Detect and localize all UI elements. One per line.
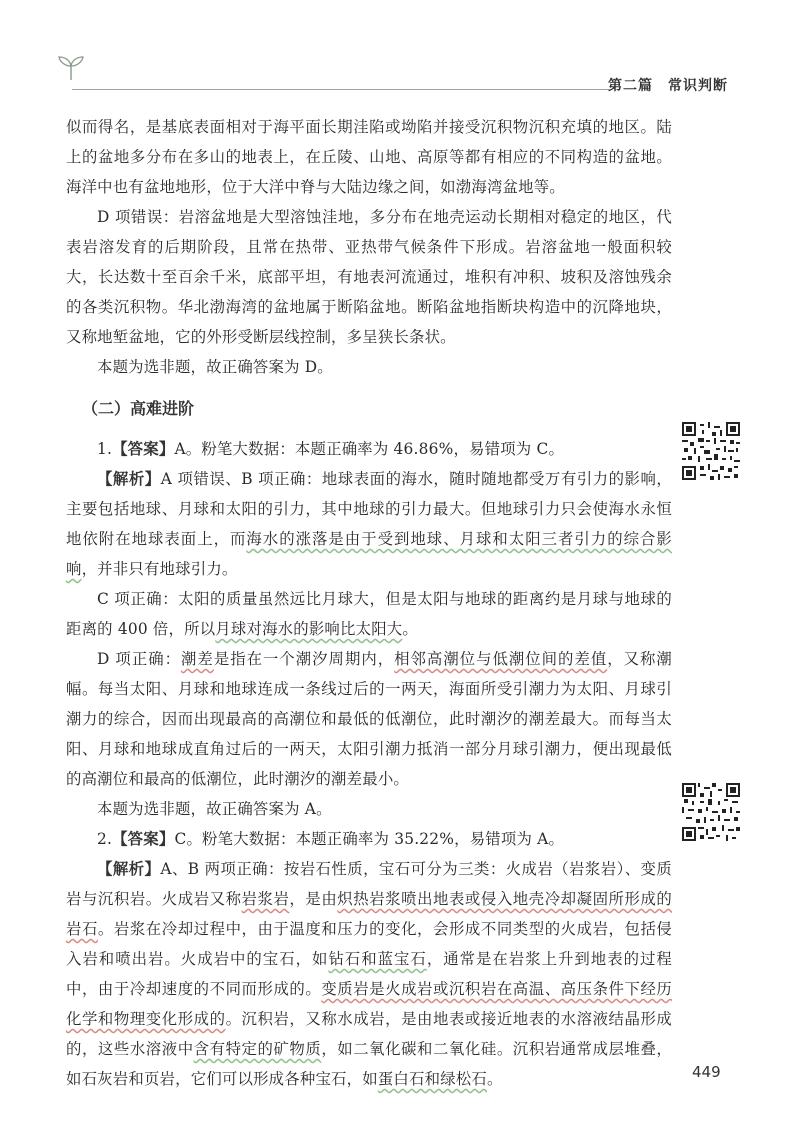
- q1-d-text-3: ，又称潮幅。每当太阳、月球和地球连成一条线过后的一两天，海面所受引潮力为太阳、月球引潮力的综合，因而出现最高的高潮位和最低的低潮位，此时潮汐的潮差最大。而每当太阳、月球和地球成直角过后的一两天，太阳引潮力抵消一部分月球引潮力，便出现最低的高潮位和最高的低潮位，此时潮汐的潮差最小。: [66, 650, 673, 788]
- q2-highlight-3: 钻石和蓝宝石: [328, 950, 427, 968]
- q1-analysis-text: A 项错误、B 项正确：地球表面的海水，随时随地都受万有引力的影响，主要包括地球、月球和太阳的引力，其中地球的引力最大。但地球引力只会使海水永恒地依附在地球表面上，而: [66, 470, 672, 548]
- paragraph-continuation: 似而得名，是基底表面相对于海平面长期洼陷或坳陷并接受沉积物沉积充填的地区。陆上的盆地多分布在多山的地表上，在丘陵、山地、高原等都有相应的不同构造的盆地。海洋中也有盆地地形，位于大洋中脊与大陆边缘之间，如渤海湾盆地等。: [66, 118, 672, 196]
- q2-answer-text: C。粉笔大数据：本题正确率为 35.22%，易错项为 A。: [174, 830, 565, 848]
- q2-highlight-4: 变质岩是火成岩或沉积岩在高温、高压条件下经历化学和物理变化形成的: [66, 980, 672, 1028]
- q2-text-2: ，是由: [289, 890, 338, 908]
- q2-text-4: ，通常是在岩浆上升到地表的过程中，由于冷却速度的不同而形成的。: [66, 950, 672, 998]
- page-number: 449: [692, 1063, 721, 1081]
- paragraph-conclusion: 本题为选非题，故正确答案为 D。: [97, 358, 333, 376]
- q1-conclusion: 本题为选非题，故正确答案为 A。: [97, 800, 332, 818]
- q1-d-text-1: D 项正确：: [97, 650, 182, 668]
- q2-analysis-tag: 【解析】: [97, 860, 161, 878]
- page-content: [66, 112, 672, 1094]
- q1-number: 1.: [97, 440, 113, 458]
- sprout-leaf-icon: [56, 54, 86, 82]
- q1-analysis-end: ，并非只有地球引力。: [81, 560, 238, 578]
- q1-c-text: C 项正确：太阳的质量虽然远比月球大，但是太阳与地球的距离约是月球与地球的距离的 400 倍，所以: [66, 590, 672, 638]
- q1-d-highlight-2: 相邻高潮位与低潮位间的差值: [394, 650, 608, 668]
- qr-code-icon[interactable]: [682, 422, 740, 480]
- q2-answer-tag: 【答案】: [112, 830, 175, 848]
- q2-analysis: [66, 854, 672, 1094]
- q1-answer-tag: 【答案】: [112, 440, 175, 458]
- qr-code-icon[interactable]: [682, 783, 740, 841]
- q1-c-end: 。: [402, 620, 418, 638]
- q1-answer-text: A。粉笔大数据：本题正确率为 46.86%，易错项为 C。: [174, 440, 565, 458]
- q1-c-option: [66, 584, 672, 644]
- q2-text-6: ，如二氧化碳和二氧化硅。沉积岩通常成层堆叠，如石灰岩和页岩，它们可以形成各种宝石，如: [66, 1040, 672, 1088]
- q2-text-3: 。岩浆在冷却过程中，由于温度和压力的变化，会形成不同类型的火成岩，包括侵入岩和喷出岩。火成岩中的宝石，如: [66, 920, 672, 968]
- header-rule: [72, 89, 612, 90]
- q1-analysis-highlight: 海水的涨落是由于受到地球、月球和太阳三者引力的综合影响: [66, 530, 672, 578]
- q2-number: 2.: [97, 830, 113, 848]
- q1-answer: [66, 434, 672, 464]
- q1-c-highlight: 月球对海水的影响比太阳大: [215, 620, 403, 638]
- q1-d-text-2: 是指在一个潮汐周期内，: [213, 650, 395, 668]
- q2-text-7: 。: [486, 1070, 503, 1088]
- q2-answer: [66, 824, 672, 854]
- q1-analysis-tag: 【解析】: [97, 470, 161, 488]
- q2-highlight-6: 蛋白石和绿松石: [377, 1070, 487, 1088]
- section-heading: （二）高难进阶: [82, 399, 195, 418]
- section-title: 第二篇 常识判断: [608, 78, 728, 94]
- q2-highlight-5: 含有特定的矿物质: [193, 1040, 322, 1058]
- q2-highlight-1: 岩浆岩: [241, 890, 290, 908]
- page-header: [0, 0, 800, 100]
- paragraph-d-option: D 项错误：岩溶盆地是大型溶蚀洼地，多分布在地壳运动长期相对稳定的地区，代表岩溶发育的后期阶段，且常在热带、亚热带气候条件下形成。岩溶盆地一般面积较大，长达数十至百余千米，底部平坦，有地表河流通过，堆积有冲积、坡积及溶蚀残余的各类沉积物。华北渤海湾的盆地属于断陷盆地。断陷盆地指断块构造中的沉降地块，又称地堑盆地，它的外形受断层线控制，多呈狭长条状。: [66, 208, 672, 346]
- q1-d-highlight-1: 潮差: [181, 650, 214, 668]
- q2-highlight-2: 炽热岩浆喷出地表或侵入地壳冷却凝固所形成的岩石: [66, 890, 672, 938]
- q1-analysis: [66, 464, 672, 584]
- q1-d-option: [66, 644, 672, 794]
- q2-text-1: A、B 两项正确：按岩石性质，宝石可分为三类：火成岩（岩浆岩）、变质岩与沉积岩。火成岩又称: [66, 860, 672, 908]
- q2-text-5: 。沉积岩，又称水成岩，是由地表或接近地表的水溶液结晶形成的，这些水溶液中: [66, 1010, 672, 1058]
